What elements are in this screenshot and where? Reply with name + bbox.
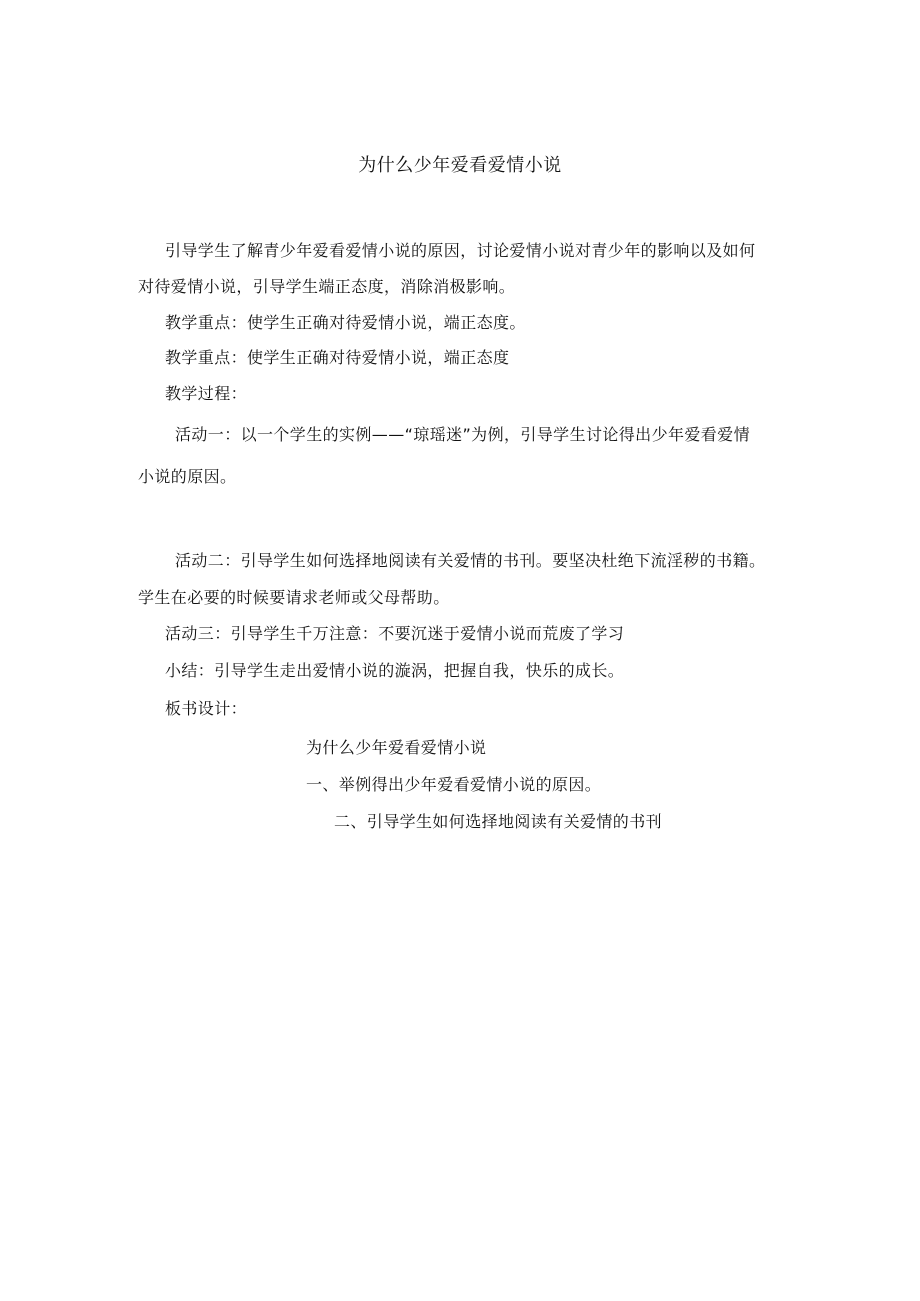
activity2-line-2: 学生在必要的时候要请求老师或父母帮助。	[138, 588, 450, 607]
board-label: 板书设计：	[165, 699, 248, 718]
document-title: 为什么少年爱看爱情小说	[358, 155, 562, 176]
intro-line-2: 对待爱情小说，引导学生端正态度，消除消极影响。	[138, 277, 516, 296]
activity3: 活动三：引导学生千万注意：不要沉迷于爱情小说而荒废了学习	[165, 624, 625, 643]
board-item-1: 一、举例得出少年爱看爱情小说的原因。	[306, 775, 602, 794]
activity1-line-2: 小说的原因。	[138, 467, 237, 486]
process-label: 教学过程：	[165, 384, 248, 403]
board-item-2: 二、引导学生如何选择地阅读有关爱情的书刊	[334, 812, 663, 831]
summary: 小结：引导学生走出爱情小说的漩涡，把握自我，快乐的成长。	[165, 661, 625, 680]
intro-line-1: 引导学生了解青少年爱看爱情小说的原因，讨论爱情小说对青少年的影响以及如何	[165, 241, 756, 260]
key-point-2: 教学重点：使学生正确对待爱情小说，端正态度	[165, 348, 510, 367]
activity1-line-1: 活动一：以一个学生的实例——“琼瑶迷”为例，引导学生讨论得出少年爱看爱情	[175, 425, 750, 444]
board-title: 为什么少年爱看爱情小说	[306, 738, 487, 757]
activity2-line-1: 活动二：引导学生如何选择地阅读有关爱情的书刊。要坚决杜绝下流淫秽的书籍。	[175, 551, 766, 570]
key-point-1: 教学重点：使学生正确对待爱情小说，端正态度。	[165, 313, 526, 332]
